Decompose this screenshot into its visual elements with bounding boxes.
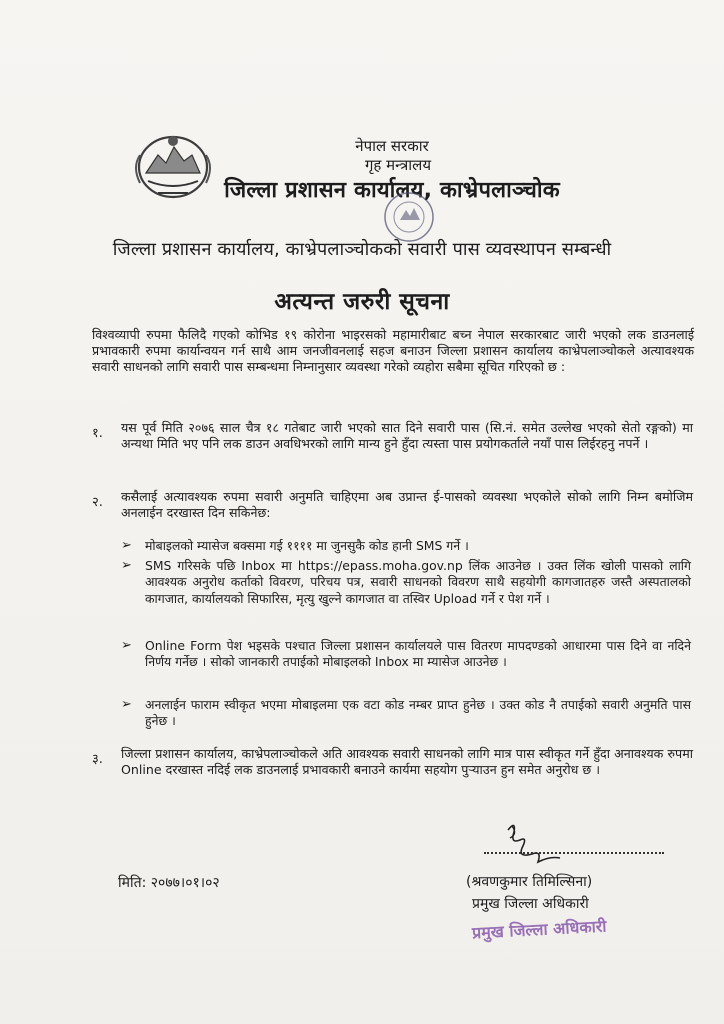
point-1-number: १. (92, 426, 103, 441)
arrow-icon: ➢ (121, 697, 132, 712)
notice-subject: जिल्ला प्रशासन कार्यालय, काभ्रेपलाञ्चोकको सवारी पास व्यवस्थापन सम्बन्धी (112, 239, 612, 260)
notice-date: मिति: २०७७।०१।०२ (118, 875, 220, 891)
office-name: जिल्ला प्रशासन कार्यालय, काभ्रेपलाञ्चोक (224, 178, 560, 203)
point-2-number: २. (92, 495, 103, 510)
point-3-text: जिल्ला प्रशासन कार्यालय, काभ्रेपलाञ्चोकले अति आवश्यक सवारी साधनको लागि मात्र पास स्वीकृत गर्ने हुँदा अनावश्यक रुपमा Online दरखास्त नदिई लक डाउनलाई प्रभावकारी बनाउने कार्यमा सहयोग पुऱ्याउन हुन समेत अनुरोध छ । (121, 746, 693, 777)
point-2-text: कसैलाई अत्यावश्यक रुपमा सवारी अनुमति चाहिएमा अब उप्रान्त ई-पासको व्यवस्था भएकोले सोको लागि निम्न बमोजिम अनलाईन दरखास्त दिन सकिनेछ: (121, 489, 693, 520)
signatory-designation: प्रमुख जिल्ला अधिकारी (472, 896, 589, 912)
step-2-text: SMS गरिसके पछि Inbox मा https://epass.moha.gov.np लिंक आउनेछ । उक्त लिंक खोली पासको लागि आवश्यक अनुरोध कर्ताको विवरण, परिचय पत्र, सवारी साधनको विवरण साथै सहयोगी कागजातहरु जस्तै अस्पतालको कागजात, कार्यालयको सिफारिस, मृत्यु खुल्ने कागजात वा तस्विर Upload गर्ने र पेश गर्ने । (145, 558, 691, 606)
office-stamp-icon (382, 190, 436, 244)
step-1-text: मोबाइलको म्यासेज बक्समा गई ११११ मा जुनसुकै कोड हानी SMS गर्ने । (145, 538, 469, 553)
point-1-text: यस पूर्व मिति २०७६ साल चैत्र १८ गतेबाट जारी भएको सात दिने सवारी पास (सि.नं. समेत उल्लेख भएको सेतो रङ्गको) मा अन्यथा मिति भए पनि लक डाउन अवधिभरको लागि मान्य हुने हुँदा त्यस्ता पास प्रयोगकर्ताले नयाँ पास लिईरहनु नपर्ने । (121, 420, 693, 451)
intro-paragraph: विश्वव्यापी रुपमा फैलिदै गएको कोभिड १९ कोरोना भाइरसको महामारीबाट बच्न नेपाल सरकारबाट जारी भएको लक डाउनलाई प्रभावकारी रुपमा कार्यान्वयन गर्न साथै आम जनजीवनलाई सहज बनाउन जिल्ला प्रशासन कार्यालय काभ्रेपलाञ्चोकले अत्यावश्यक सवारी साधनको लागि सवारी पास सम्बन्धमा निम्नानुसार व्यवस्था गरेको व्यहोरा सबैमा सूचित गरिएको छ : (92, 327, 694, 374)
notice-title: अत्यन्त जरुरी सूचना (274, 289, 450, 315)
step-3 (121, 638, 691, 671)
designation-seal: प्रमुख जिल्ला अधिकारी (471, 916, 607, 943)
point-3-number: ३. (92, 752, 103, 767)
step-1 (121, 538, 691, 554)
government-name: नेपाल सरकार (355, 137, 429, 155)
signature-line (484, 852, 664, 854)
signature-icon (498, 818, 568, 870)
signatory-name: (श्रवणकुमार तिमिल्सिना) (466, 874, 593, 890)
step-2 (121, 558, 691, 607)
arrow-icon: ➢ (121, 538, 132, 553)
step-4 (121, 697, 691, 730)
step-3-text: Online Form पेश भइसके पश्चात जिल्ला प्रशासन कार्यालयले पास वितरण मापदण्डको आधारमा पास दिने वा नदिने निर्णय गर्नेछ । सोको जानकारी तपाईको मोबाइलको Inbox मा म्यासेज आउनेछ । (145, 638, 691, 670)
ministry-name: गृह मन्त्रालय (364, 156, 432, 174)
step-4-text: अनलाईन फाराम स्वीकृत भएमा मोबाइलमा एक वटा कोड नम्बर प्राप्त हुनेछ । उक्त कोड नै तपाईको सवारी अनुमति पास हुनेछ । (145, 697, 691, 729)
arrow-icon: ➢ (121, 558, 132, 573)
arrow-icon: ➢ (121, 638, 132, 653)
